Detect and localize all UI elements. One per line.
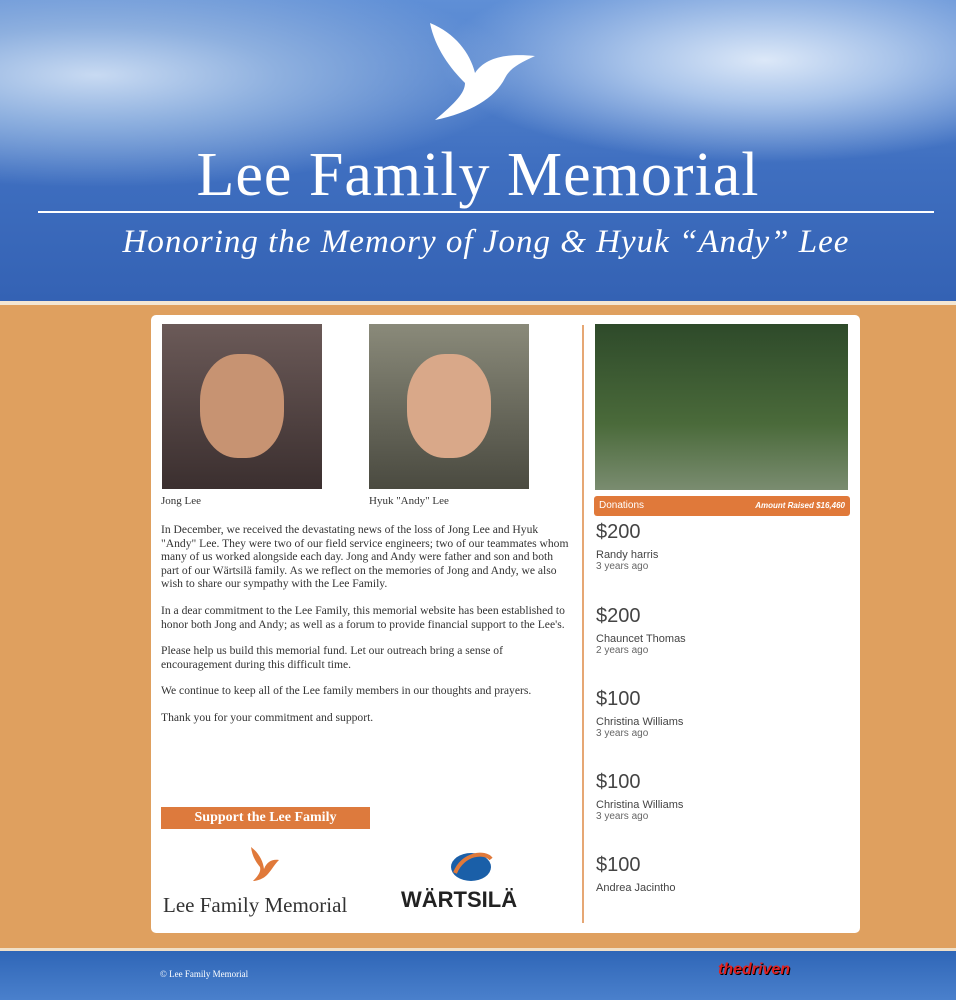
paragraph: In December, we received the devastating news of the loss of Jong Lee and Hyuk "Andy" Lee. They were two of our field service engineers; two of our teammates whom many of us worked alongside each day. Jong and Andy were father and son and both part of our Wärtsilä family. As we reflect on the memories of Jong and Andy, we also wish to share our sympathy with the Lee Family. (161, 523, 569, 591)
footer (0, 948, 956, 1000)
donation-item: $200 Chauncet Thomas 2 years ago (596, 605, 686, 656)
wartsila-logo-icon (447, 845, 495, 887)
photo-andy-lee (369, 324, 529, 489)
memorial-text (161, 523, 571, 738)
content-card (151, 315, 860, 933)
family-photo (595, 324, 848, 490)
header-banner (0, 0, 956, 305)
donations-header (594, 496, 850, 516)
donations-label: Donations (599, 500, 645, 511)
paragraph: We continue to keep all of the Lee family members in our thoughts and prayers. (161, 684, 532, 698)
dove-icon (425, 18, 540, 123)
paragraph: Please help us build this memorial fund. Let our outreach bring a sense of encouragement during this difficult time. (161, 644, 503, 671)
site-subtitle: Honoring the Memory of Jong & Hyuk “Andy” Lee (122, 224, 850, 260)
donation-item: $200 Randy harris 3 years ago (596, 521, 659, 572)
donation-item: $100 Christina Williams 3 years ago (596, 771, 684, 822)
paragraph: Thank you for your commitment and support. (161, 710, 374, 724)
copyright: © Lee Family Memorial (160, 969, 249, 979)
amount-raised: Amount Raised $16,460 (755, 501, 845, 510)
site-title: Lee Family Memorial (196, 141, 760, 209)
column-divider (582, 325, 584, 923)
thedriven-logo[interactable]: thedriven (718, 961, 791, 978)
paragraph: In a dear commitment to the Lee Family, this memorial website has been established to honor both Jong and Andy; as well as a forum to provide financial support to the Lee's. (161, 603, 565, 631)
dove-logo-icon (249, 845, 281, 883)
wartsila-logo-text: WÄRTSILÄ (401, 887, 518, 912)
photo-caption: Hyuk "Andy" Lee (369, 495, 449, 507)
photo-jong-lee (162, 324, 322, 489)
photo-caption: Jong Lee (161, 495, 202, 507)
donation-item: $100 Andrea Jacintho (596, 854, 676, 894)
divider (38, 211, 934, 213)
memorial-logo-text: Lee Family Memorial (163, 893, 348, 917)
donation-item: $100 Christina Williams 3 years ago (596, 688, 684, 739)
support-button[interactable]: Support the Lee Family (161, 807, 370, 829)
